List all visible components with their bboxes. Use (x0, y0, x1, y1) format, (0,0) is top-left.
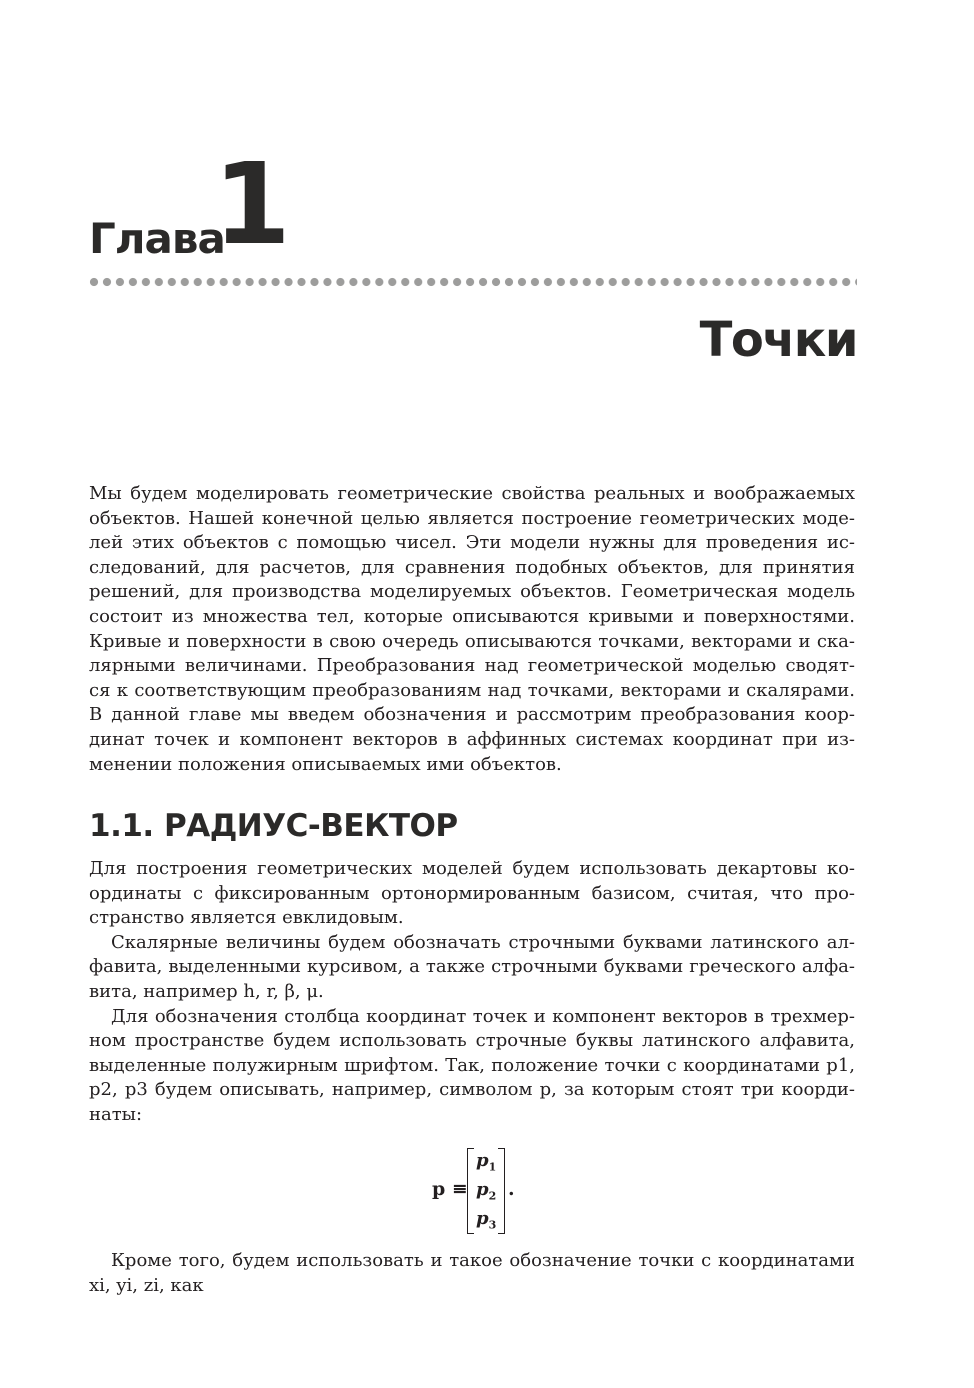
text-line: динат точек и компонент векторов в аффинных системах координат при из- (89, 728, 855, 750)
equation-lhs: p ≡ (432, 1178, 468, 1200)
text-line: ся к соответствующим преобразованиям над точками, векторами и скалярами. (89, 679, 855, 701)
text-line: xi, yi, zi, как (89, 1274, 204, 1296)
text-line: p2, p3 будем описывать, например, символом p, за которым стоят три коорди- (89, 1079, 855, 1101)
text-line: Кроме того, будем использовать и такое обозначение точки с координатами (111, 1250, 855, 1271)
text-line: решений, для производства моделируемых объектов. Геометрическая модель (89, 581, 855, 603)
closing-paragraph (89, 1249, 855, 1298)
intro-paragraph (89, 482, 855, 777)
text-line: лярными величинами. Преобразования над геометрической моделью сводят- (89, 655, 855, 677)
text-line: состоит из множества тел, которые описываются кривыми и поверхностями. (89, 605, 855, 627)
text-line: лей этих объектов с помощью чисел. Эти модели нужны для проведения ис- (89, 532, 855, 554)
chapter-title: Точки (699, 312, 857, 368)
text-line: следований, для расчетов, для сравнения подобных объектов, для принятия (89, 556, 855, 578)
column-vector-equation (430, 1146, 530, 1238)
text-line: ординаты с фиксированным ортонормированным базисом, считая, что про- (89, 882, 855, 904)
equation-period: . (508, 1178, 515, 1200)
text-line: странство является евклидовым. (89, 907, 404, 929)
vector-entry-2: $p_2$ (476, 1179, 497, 1203)
dotted-divider (89, 277, 857, 287)
text-line: Для построения геометрических моделей будем использовать декартовы ко- (89, 858, 855, 879)
text-line: Мы будем моделировать геометрические свойства реальных и воображаемых (89, 483, 855, 504)
chapter-number: 1 (213, 140, 289, 270)
section-body (89, 857, 855, 1128)
text-line: Скалярные величины будем обозначать строчными буквами латинского ал- (111, 931, 855, 953)
text-line: менении положения описываемых ими объектов. (89, 753, 562, 775)
text-line: Для обозначения столбца координат точек и компонент векторов в трехмер- (111, 1005, 855, 1027)
text-line: объектов. Нашей конечной целью является построение геометрических моде- (89, 507, 855, 529)
vector-entry-3: $p_3$ (476, 1208, 497, 1232)
section-heading: 1.1. РАДИУС-ВЕКТОР (89, 808, 458, 844)
text-line: ном пространстве будем использовать строчные буквы латинского алфавита, (89, 1030, 855, 1052)
text-line: наты: (89, 1103, 143, 1125)
text-line: выделенные полужирным шрифтом. Так, положение точки с координатами p1, (89, 1054, 855, 1076)
text-line: Кривые и поверхности в свою очередь описываются точками, векторами и ска- (89, 630, 855, 652)
text-line: вита, например h, r, β, μ. (89, 980, 324, 1002)
vector-entry-1: $p_1$ (476, 1150, 497, 1174)
text-line: фавита, выделенными курсивом, а также строчными буквами греческого алфа- (89, 956, 855, 978)
text-line: В данной главе мы введем обозначения и рассмотрим преобразования коор- (89, 704, 855, 726)
chapter-label: Глава (89, 214, 225, 263)
